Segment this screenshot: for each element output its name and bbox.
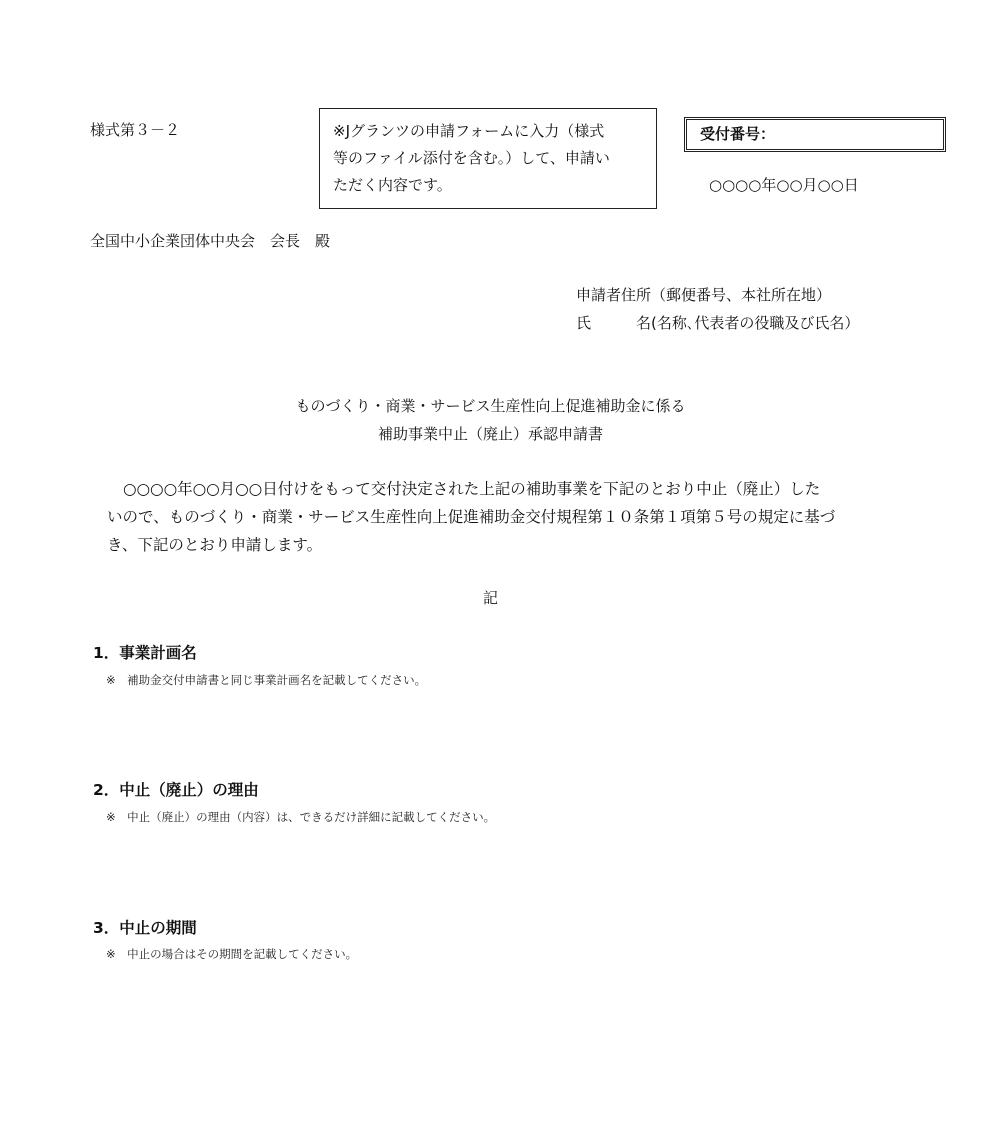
section-heading-plan-name: 1．事業計画名 [93,644,197,662]
receipt-number-label: 受付番号： [700,125,776,143]
addressee: 全国中小企業団体中央会 会長 殿 [90,232,331,250]
applicant-address-label: 申請者住所（郵便番号、本社所在地） [576,286,832,304]
section-note-reason: ※ 中止（廃止）の理由（内容）は、できるだけ詳細に記載してください。 [106,810,496,824]
jgrants-notice-box [319,108,657,209]
application-date: ○○○○年○○月○○日 [709,176,859,194]
receipt-number-box [684,117,946,152]
notice-line: ただく内容です。 [333,176,452,194]
body-text-line: ○○○○年○○月○○日付けをもって交付決定された上記の補助事業を下記のとおり中止（廃止）した [123,480,821,498]
body-text-line: き、下記のとおり申請します。 [107,536,323,554]
document-title-line2: 補助事業中止（廃止）承認申請書 [377,425,603,443]
section-note-plan-name: ※ 補助金交付申請書と同じ事業計画名を記載してください。 [106,673,427,687]
section-heading-period: 3．中止の期間 [93,919,197,937]
notice-line: 等のファイル添付を含む。）して、申請い [333,149,610,167]
document-title-line1: ものづくり・商業・サービス生産性向上促進補助金に係る [295,397,686,415]
notice-line: ※Jグランツの申請フォームに入力（様式 [333,122,605,140]
form-number: 様式第３－２ [90,121,181,139]
section-note-period: ※ 中止の場合はその期間を記載してください。 [106,947,358,961]
applicant-name-label: 氏 名(名称､代表者の役職及び氏名） [576,314,860,332]
ki-marker: 記 [482,589,498,607]
body-text-line: いので、ものづくり・商業・サービス生産性向上促進補助金交付規程第１０条第１項第５号の規定に基づ [107,508,836,526]
section-heading-reason: 2．中止（廃止）の理由 [93,781,259,799]
